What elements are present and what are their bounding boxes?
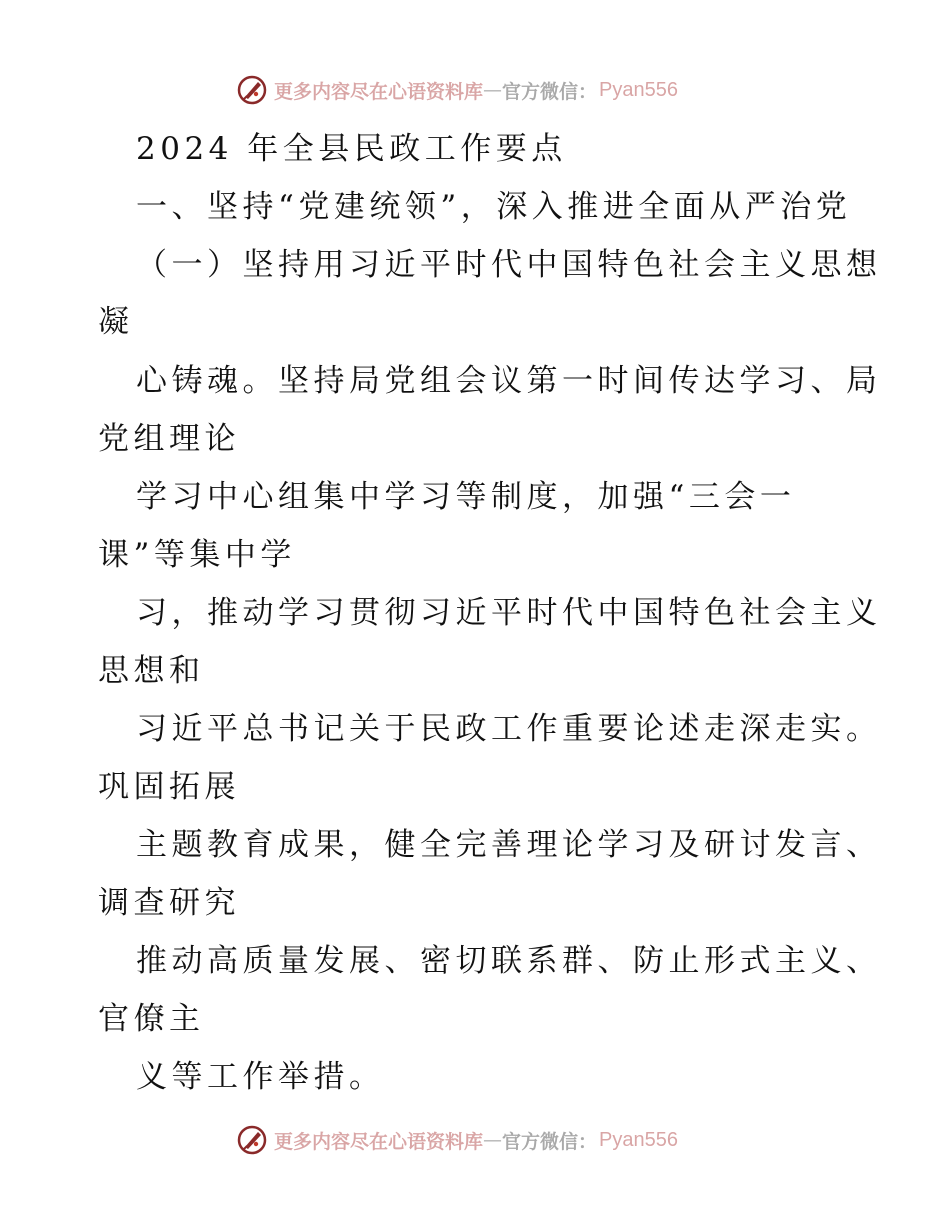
paragraph-line: 学习中心组集中学习等制度，加强“三会一: [136, 479, 796, 515]
watermark-dash: —: [483, 1129, 503, 1151]
paragraph-line: 思想和: [98, 653, 205, 689]
paragraph-line: 习，推动学习贯彻习近平时代中国特色社会主义: [136, 595, 882, 631]
paragraph-line: 主题教育成果，健全完善理论学习及研讨发言、: [136, 827, 882, 863]
section-heading: 一、坚持“党建统领”，深入推进全面从严治党: [136, 189, 852, 225]
paragraph-line: 调查研究: [98, 885, 240, 921]
paragraph-line: 心铸魂。坚持局党组会议第一时间传达学习、局: [136, 363, 882, 399]
paragraph-line: 推动高质量发展、密切联系群、防止形式主义、: [136, 943, 882, 979]
paragraph-line: 官僚主: [98, 1001, 205, 1037]
watermark-wechat-label: 官方微信：: [502, 80, 598, 103]
paragraph-line: 课”等集中学: [98, 537, 296, 573]
paragraph-line: 义等工作举措。: [136, 1059, 385, 1095]
header-watermark: [236, 73, 678, 107]
watermark-text: 更多内容尽在心语资料库: [274, 1130, 484, 1153]
paragraph-line: （一）坚持用习近平时代中国特色社会主义思想: [136, 247, 882, 283]
watermark-wechat-id: Pyan556: [599, 1128, 678, 1151]
quill-logo-icon: [236, 1124, 268, 1156]
paragraph-line: 凝: [98, 304, 134, 340]
watermark-text: 更多内容尽在心语资料库: [274, 80, 484, 103]
paragraph-line: 习近平总书记关于民政工作重要论述走深走实。: [136, 711, 882, 747]
watermark-dash: —: [483, 79, 503, 101]
document-title: 2024 年全县民政工作要点: [136, 131, 567, 167]
footer-watermark: [236, 1123, 678, 1157]
watermark-wechat-label: 官方微信：: [502, 1130, 598, 1153]
paragraph-line: 巩固拓展: [98, 769, 240, 805]
watermark-wechat-id: Pyan556: [599, 78, 678, 101]
paragraph-line: 党组理论: [98, 421, 240, 457]
quill-logo-icon: [236, 74, 268, 106]
